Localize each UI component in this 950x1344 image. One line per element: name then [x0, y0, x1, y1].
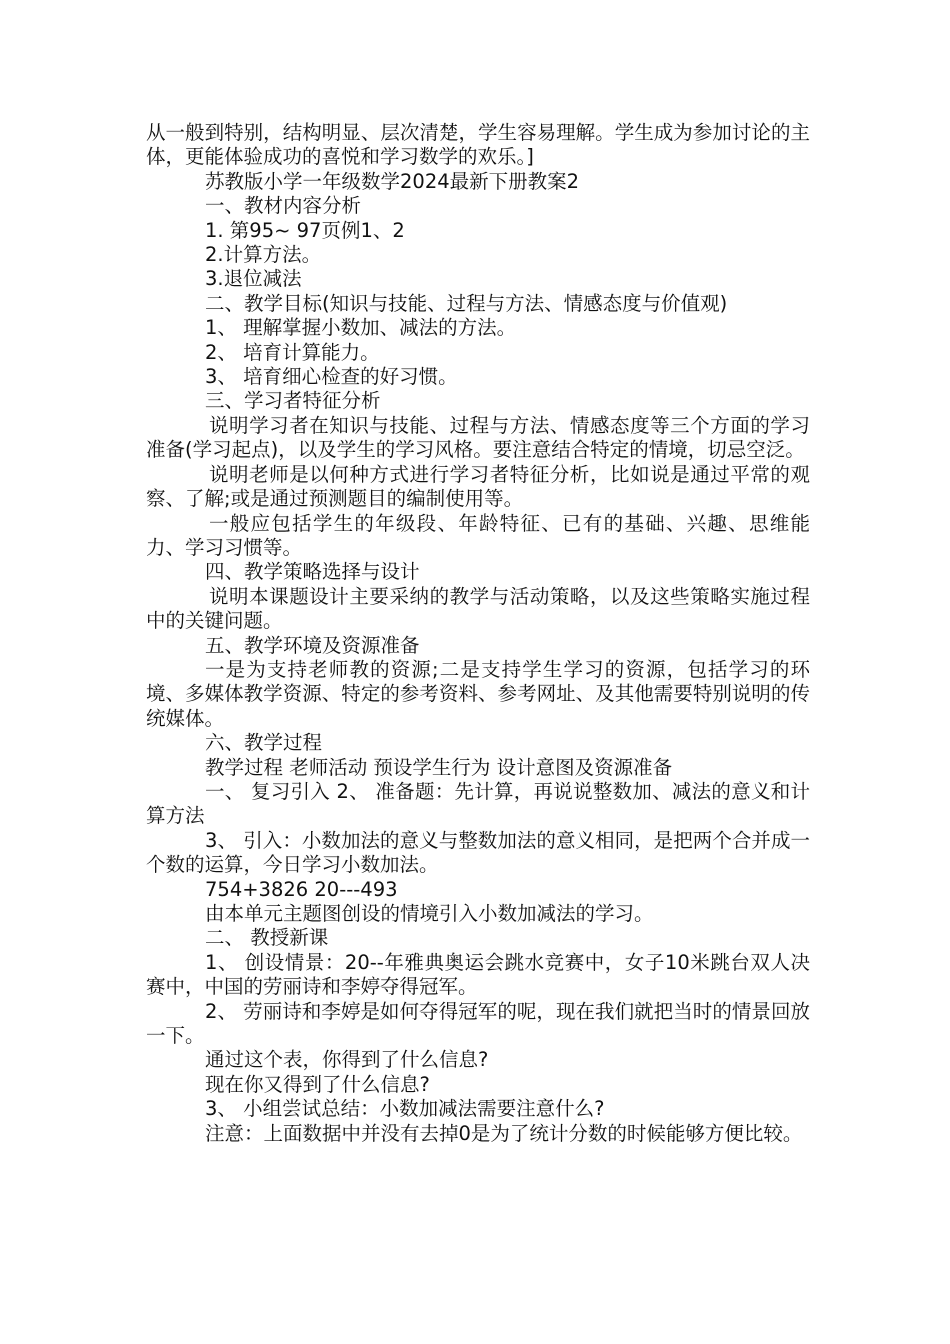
section-heading-content-analysis: 一、教材内容分析: [205, 194, 362, 218]
section-heading-learner-analysis: 三、学习者特征分析: [205, 389, 381, 413]
question-line: 现在你又得到了什么信息?: [205, 1072, 430, 1096]
paragraph: 1、 创设情景：20--年雅典奥运会跳水竞赛中，女子10米跳台双人决赛中，中国的劳丽诗和李婷夺得冠军。: [146, 950, 810, 999]
document-page: [146, 121, 810, 1146]
section-heading-strategy: 四、教学策略选择与设计: [205, 560, 420, 584]
list-item: 1、 理解掌握小数加、减法的方法。: [205, 316, 517, 340]
list-item: 2、 培育计算能力。: [205, 340, 380, 364]
section-heading-process: 六、教学过程: [205, 731, 323, 755]
table-header-line: 教学过程 老师活动 预设学生行为 设计意图及资源准备: [205, 755, 673, 779]
paragraph: 2、 劳丽诗和李婷是如何夺得冠军的呢，现在我们就把当时的情景回放一下。: [146, 999, 810, 1048]
list-item: 2.计算方法。: [205, 243, 322, 267]
paragraph: 说明老师是以何种方式进行学习者特征分析，比如说是通过平常的观察、了解;或是通过预测题目的编制使用等。: [146, 462, 810, 511]
list-item: 3.退位减法: [205, 267, 302, 291]
section-heading-teaching-goals: 二、教学目标(知识与技能、过程与方法、情感态度与价值观): [205, 291, 728, 315]
list-item: 1. 第95~ 97页例1、2: [205, 218, 405, 242]
formula-line: 754+3826 20---493: [205, 877, 398, 901]
paragraph: 说明本课题设计主要采纳的教学与活动策略，以及这些策略实施过程中的关键问题。: [146, 584, 810, 633]
question-line: 通过这个表，你得到了什么信息?: [205, 1048, 489, 1072]
section-heading-environment: 五、教学环境及资源准备: [205, 633, 420, 657]
paragraph: 由本单元主题图创设的情境引入小数加减法的学习。: [205, 902, 654, 925]
list-item: 3、 培育细心检查的好习惯。: [205, 365, 458, 389]
paragraph: 一般应包括学生的年级段、年龄特征、已有的基础、兴趣、思维能力、学习习惯等。: [146, 511, 810, 559]
paragraph: 一是为支持老师教的资源;二是支持学生学习的资源，包括学习的环境、多媒体教学资源、特定的参考资料、参考网址、及其他需要特别说明的传统媒体。: [146, 657, 810, 730]
note-paragraph: 注意：上面数据中并没有去掉0是为了统计分数的时候能够方便比较。: [205, 1121, 803, 1145]
paragraph: 3、 引入：小数加法的意义与整数加法的意义相同，是把两个合并成一个数的运算，今日学习小数加法。: [146, 828, 810, 877]
lesson-title: 苏教版小学一年级数学2024最新下册教案2: [205, 169, 580, 193]
section-heading-new-lesson: 二、 教授新课: [205, 926, 329, 950]
paragraph: 说明学习者在知识与技能、过程与方法、情感态度等三个方面的学习准备(学习起点)，以及学生的学习风格。要注意结合特定的情境，切忌空泛。: [146, 413, 810, 462]
paragraph-intro-continuation: 从一般到特别，结构明显、层次清楚，学生容易理解。学生成为参加讨论的主体，更能体验成功的喜悦和学习数学的欢乐。]: [146, 121, 810, 169]
paragraph: 一、 复习引入 2、 准备题：先计算，再说说整数加、减法的意义和计算方法: [146, 779, 810, 828]
paragraph: 3、 小组尝试总结：小数加减法需要注意什么?: [205, 1097, 605, 1121]
